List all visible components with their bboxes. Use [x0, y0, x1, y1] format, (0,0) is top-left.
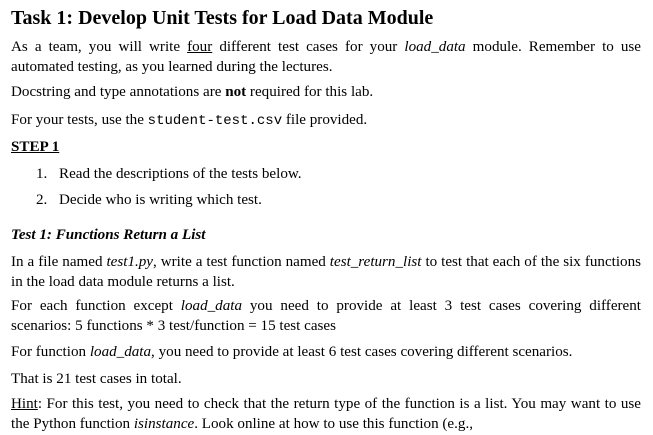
test-1-paragraph-total: That is 21 test cases in total. — [11, 371, 182, 387]
intro-paragraph-team: As a team, you will write four different test cases for your load_data module. Remember to use automated testing, as you learned during the lectures. — [11, 39, 641, 75]
step-list-item: 1. Read the descriptions of the tests below. — [36, 166, 302, 182]
test-1-paragraph-load-data: For function load_data, you need to provide at least 6 test cases covering different scenarios. — [11, 344, 573, 360]
load-data-function-name: load_data — [180, 298, 243, 314]
test-1-paragraph-scenarios: For each function except load_data you need to provide at least 3 test cases covering different scenarios: 5 functions * 3 test/function = 15 test cases — [11, 298, 641, 334]
hint-label: Hint — [11, 396, 38, 412]
task-title: Task 1: Develop Unit Tests for Load Data Module — [11, 7, 434, 29]
intro-paragraph-csv: For your tests, use the student-test.csv file provided. — [11, 112, 368, 129]
four-underlined: four — [187, 39, 213, 55]
step-list-item: 2. Decide who is writing which test. — [36, 192, 262, 208]
test-1-hint-paragraph: Hint: For this test, you need to check that the return type of the function is a list. You may want to use the Python function isinstance. Look online at how to use this function (e.g., — [11, 396, 641, 432]
test-1-heading: Test 1: Functions Return a List — [11, 227, 206, 243]
intro-paragraph-docstring: Docstring and type annotations are not required for this lab. — [11, 84, 374, 100]
test-1-paragraph-file: In a file named test1.py, write a test function named test_return_list to test that each of the six functions in the load data module returns a list. — [11, 254, 641, 290]
load-data-function-name: load_data — [89, 344, 152, 360]
step-1-heading: STEP 1 — [11, 139, 60, 155]
test1-filename: test1.py — [106, 254, 154, 270]
test-function-name: test_return_list — [329, 254, 422, 270]
not-bold: not — [225, 84, 247, 100]
csv-filename: student-test.csv — [147, 113, 283, 129]
isinstance-function-name: isinstance — [133, 416, 195, 432]
load-data-module-name: load_data — [404, 39, 466, 55]
